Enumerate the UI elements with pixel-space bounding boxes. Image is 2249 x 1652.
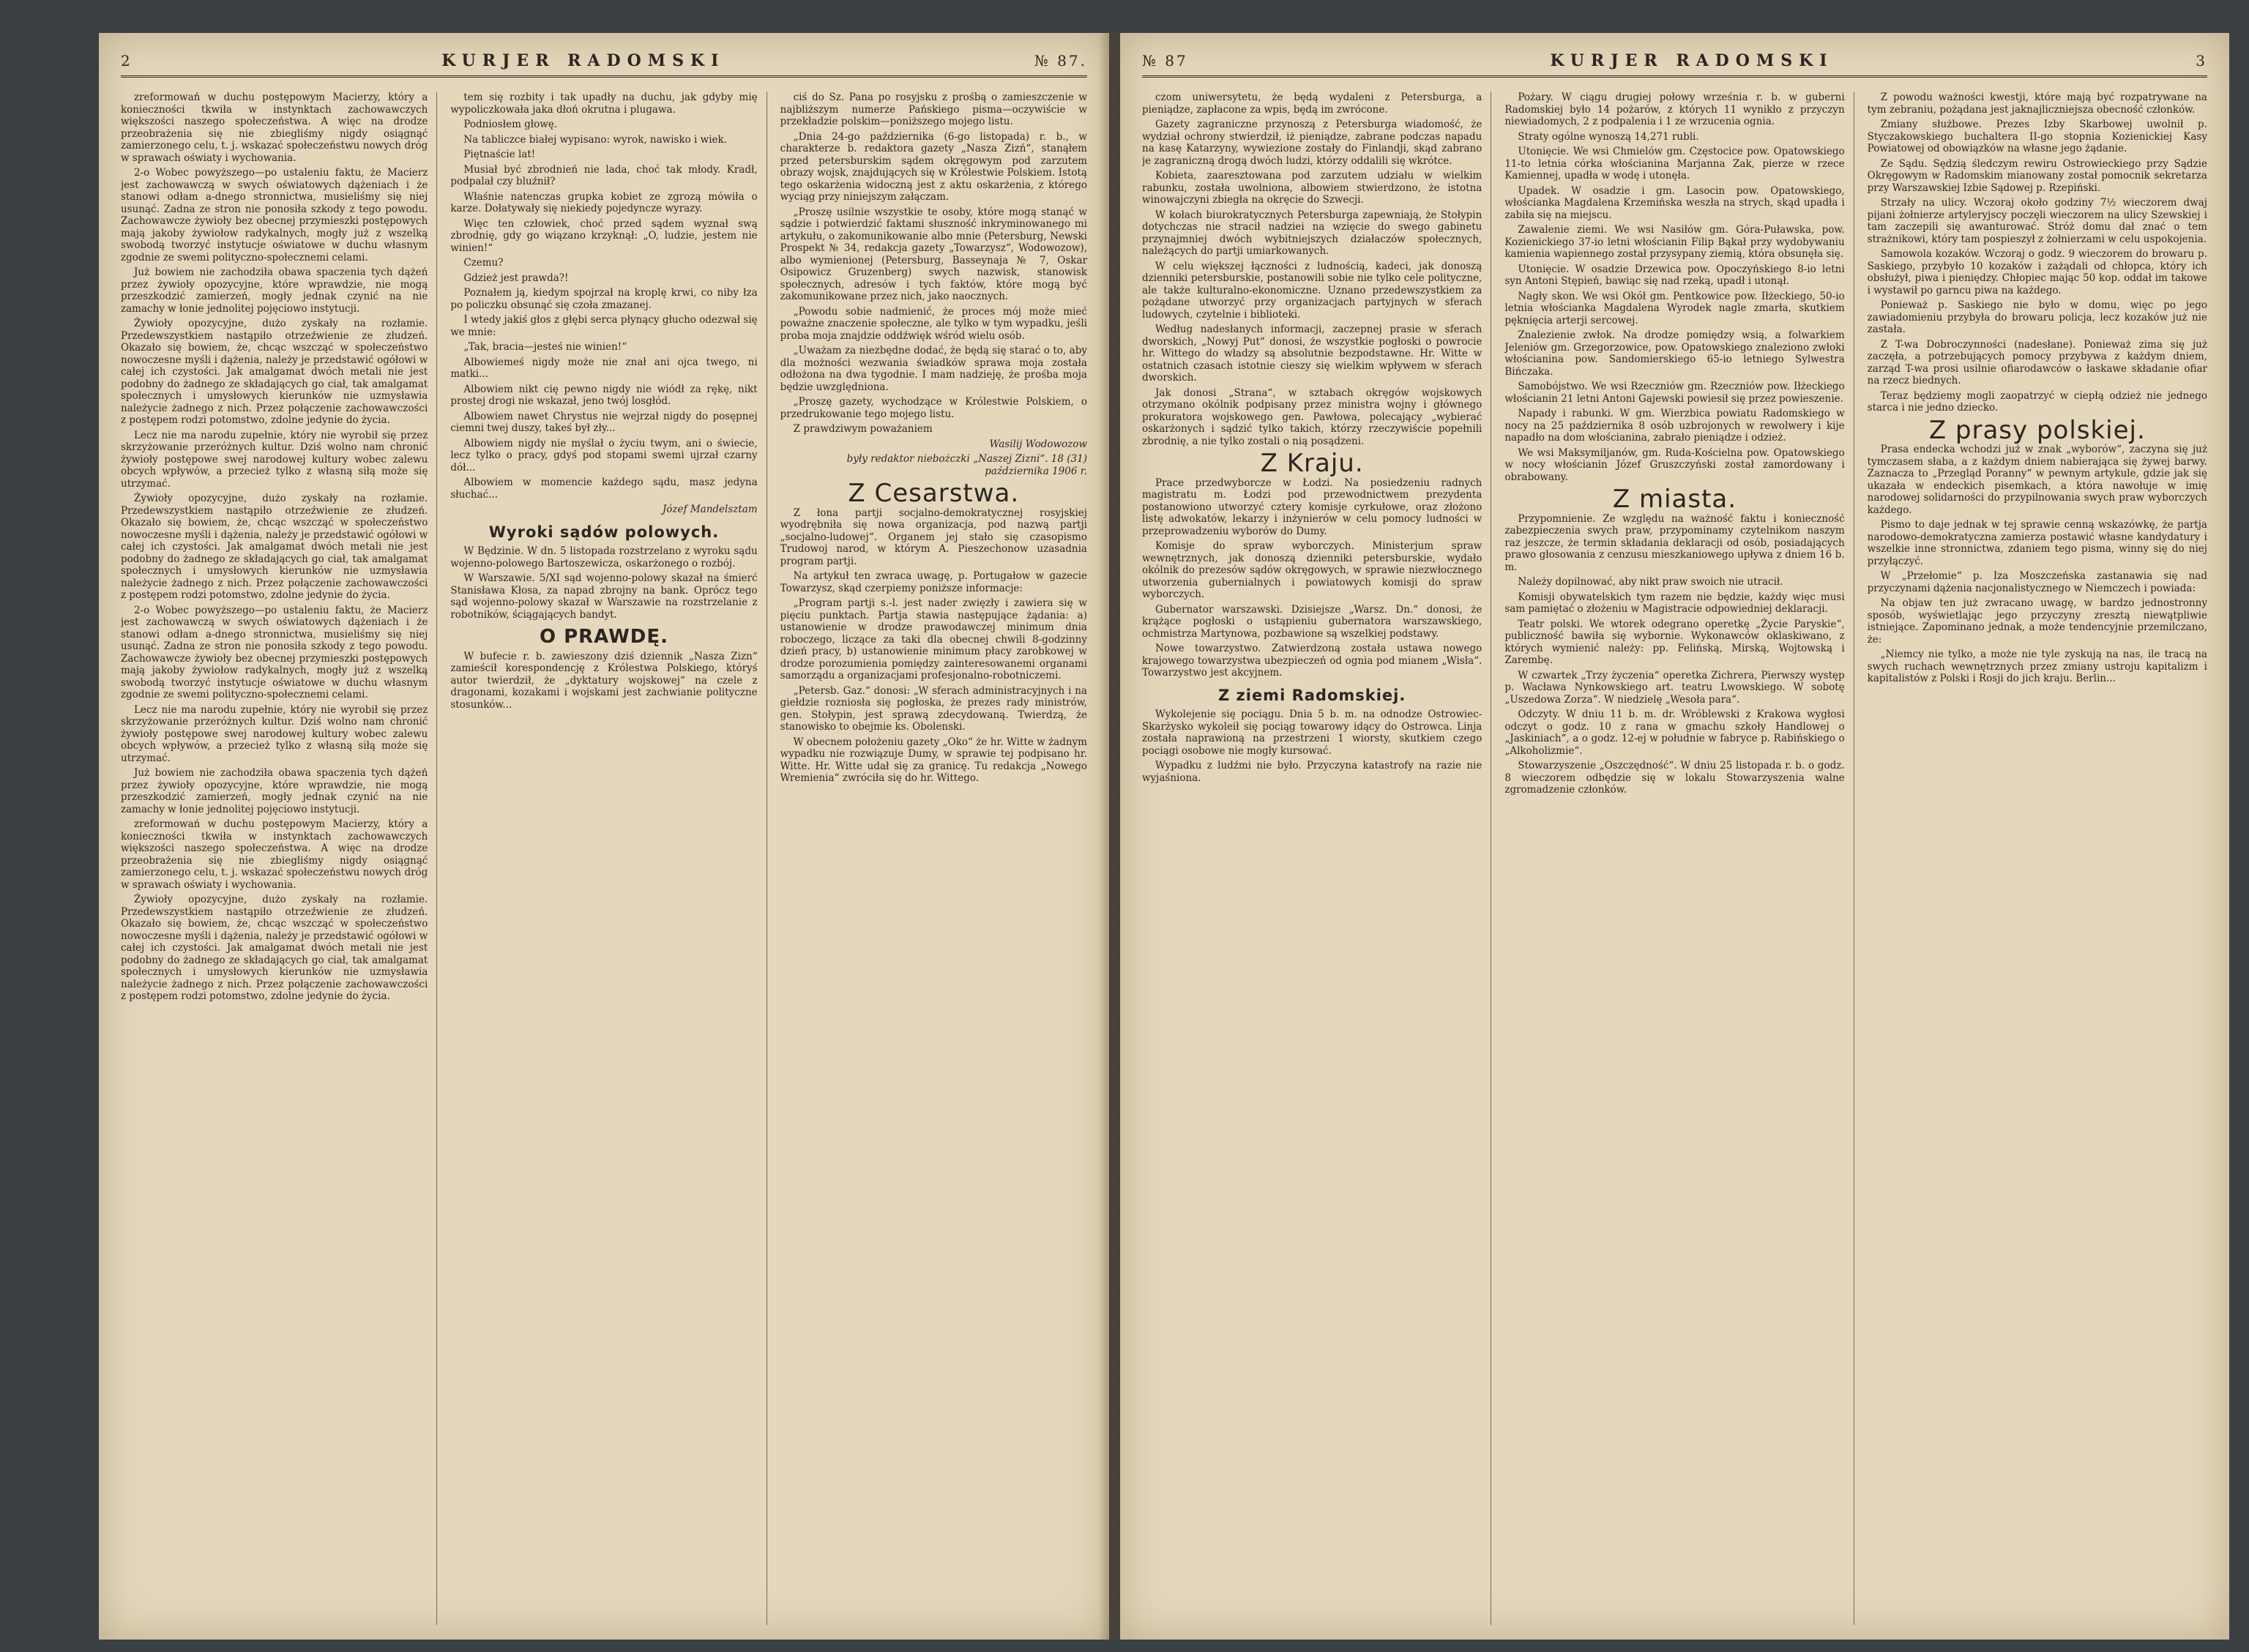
paragraph: „Proszę usilnie wszystkie te osoby, które mogą stanąć w sądzie i potwierdzić faktami słuszność inkryminowanego mi artykułu, o zakomunikowanie albo mnie (Petersburg, Newski Prospekt № 34, redakcja gazety „Towarzysz“, Wodowozow), albo wymienionej (Petersburg, Basseynaja № 7, Oskar Osipowicz Gruzenberg) swych nazwisk, stanowisk społecznych, adresów i tych faktów, które mogą być zakomunikowane przez nich, jako naocznych. bbox=[780, 206, 1087, 302]
paragraph: Na artykuł ten zwraca uwagę, p. Portugałow w gazecie Towarzysz, skąd czerpiemy poniższe informacje: bbox=[780, 570, 1087, 594]
paragraph: W Warszawie. 5/XI sąd wojenno-polowy skazał na śmierć Stanisława Kłosa, za napad zbrojny na bank. Oprócz tego sąd wojenno-polowy skazał w Warszawie na rozstrzelanie z robotników, ściągających bandyt. bbox=[450, 572, 758, 621]
paragraph: Wykolejenie się pociągu. Dnia 5 b. m. na odnodze Ostrowiec-Skarżysko wykoleił się pociąg towarowy idący do Ostrowca. Linja została naprawioną na przestrzeni 1 wiorsty, skutkiem czego pociągi osobowe nie mogły kursować. bbox=[1142, 709, 1482, 757]
paragraph: Nagły skon. We wsi Okół gm. Pentkowice pow. Iłżeckiego, 50-io letnia włościanka Magdalena Wyrodek nagle zmarła, skutkiem pęknięcia arterji sercowej. bbox=[1504, 290, 1845, 326]
paragraph: „Niemcy nie tylko, a może nie tyle zyskują na nas, ile tracą na swych ruchach wewnętrznych przez zmiany ustroju kapitalizm i kapitalistów z Polski i Rosji do jich kraju. Berlin... bbox=[1867, 649, 2207, 684]
paragraph: W Będzinie. W dn. 5 listopada rozstrzelano z wyroku sądu wojenno-polowego Bartoszewicza, oskarżonego o rozbój. bbox=[450, 545, 758, 569]
paragraph: Znalezienie zwłok. Na drodze pomiędzy wsią, a folwarkiem Jeleniów gm. Grzegorzowice, pow. Opatowskiego znaleziono zwłoki włościanina pow. Sandomierskiego 65-io letniego Sylwestra Bińczaka. bbox=[1504, 329, 1845, 378]
paragraph: Ze Sądu. Sędzią śledczym rewiru Ostrowieckiego przy Sądzie Okręgowym w Radomskim mianowany został pomocnik sekretarza przy Warszawskiej Izbie Sądowej p. Rzepiński. bbox=[1867, 157, 2207, 194]
paragraph: Prasa endecka wchodzi już w znak „wyborów“, zaczyna się już tymczasem słaba, a z każdym dniem nabierająca się żywej barwy. Zaznacza to „Przegląd Poranny“ w pewnym artykule, gdzie jak się ukazała w endeckich pisemkach, a która nawołuje w imię narodowej solidarności do przypilnowania swych praw wyborczych każdego. bbox=[1867, 444, 2207, 516]
right-issue-number: № 87 bbox=[1142, 52, 1188, 70]
paragraph: Podniosłem głowę. bbox=[463, 119, 558, 130]
signature: Wasilij Wodowozow bbox=[989, 438, 1087, 450]
paragraph: Teraz będziemy mogli zaopatrzyć w ciepłą odzież nie jednego starca i nie jedno dziecko. bbox=[1867, 389, 2207, 414]
paragraph: W bufecie r. b. zawieszony dziś dziennik „Nasza Zizn“ zamieścił korespondencję z Królestwa Polskiego, któryś autor twierdził, że „dyktatury wojskowej“ na czele z dragonami, kozakami i wojskami jest zachwianie polityczne stosunków... bbox=[450, 650, 758, 711]
headline-z-prasy-polskiej: Z prasy polskiej. bbox=[1928, 415, 2146, 445]
paragraph: W kołach biurokratycznych Petersburga zapewniają, że Stołypin dotychczas nie stracił nadziei na wzięcie do swego gabinetu przynajmniej dwóch wybitniejszych działaczów społecznych, należących do partji umiarkowanych. bbox=[1142, 209, 1482, 257]
paragraph: Albowiem nawet Chrystus nie wejrzał nigdy do posępnej ciemni twej duszy, takeś był zły... bbox=[450, 410, 758, 434]
left-column-1 bbox=[121, 91, 437, 1625]
paragraph: Samobójstwo. We wsi Rzeczniów gm. Rzeczniów pow. Iłżeckiego włościanin 21 letni Antoni Gajewski powiesił się przez powieszenie. bbox=[1504, 381, 1845, 405]
paragraph: Gdzież jest prawda?! bbox=[463, 272, 569, 284]
left-page bbox=[99, 33, 1109, 1640]
paragraph: Upadek. W osadzie i gm. Lasocin pow. Opatowskiego, włościanka Magdalena Krzemińska weszła na strych, skąd upadła i zabiła się na miejscu. bbox=[1504, 184, 1845, 221]
paragraph: Więc ten człowiek, choć przed sądem wyznał swą zbrodnię, gdy go wiązano krzyknął: „O, ludzie, jestem nie winien!“ bbox=[450, 217, 758, 254]
paragraph: Samowola kozaków. Wczoraj o godz. 9 wieczorem do browaru p. Saskiego, przybyło 10 kozaków i zażądali od chłopca, który ich obsłużył, piwa i pieniędzy. Chłopiec mając 50 kop. oddał im takowe i wystawił po garncu piwa na każdego. bbox=[1867, 248, 2207, 296]
paragraph: I wtedy jakiś głos z głębi serca płynący głucho odezwał się we mnie: bbox=[450, 314, 758, 338]
right-paper-title: KURJER RADOMSKI bbox=[1550, 51, 1834, 70]
paragraph: W „Przełomie“ p. Iza Moszczeńska zastanawia się nad przyczynami dążenia nacjonalistycznego w Niemczech i powiada: bbox=[1867, 570, 2207, 594]
paragraph: Teatr polski. We wtorek odegrano operetkę „Życie Paryskie“, publiczność bawiła się wybornie. Wykonawców oklaskiwano, z których wymienić należy: pp. Felińską, Mirską, Wojtowską i Zarembę. bbox=[1504, 618, 1845, 666]
paragraph: „Petersb. Gaz.“ donosi: „W sferach administracyjnych i na giełdzie rozniosła się pogłoska, że prezes rady ministrów, gen. Stołypin, jest sprawą zdecydowaną. Twierdzą, że stanowisko to obejmie ks. Obolenski. bbox=[780, 684, 1087, 733]
paragraph: Utonięcie. We wsi Chmielów gm. Częstocice pow. Opatowskiego 11-to letnia córka włościanina Marjanna Zak, pierze w rzece Kamiennej, upadła w wodę i utonęła. bbox=[1504, 146, 1845, 182]
paragraph: Już bowiem nie zachodziła obawa spaczenia tych dążeń przez żywioły opozycyjne, które wprawdzie, nie mogą przeszkodzić zamierzeń, mogły jednak czynić na nie zamachy w łonie jednolitej pojęciowo instytucji. bbox=[121, 767, 428, 815]
paragraph: W celu większej łączności z ludnością, kadeci, jak donoszą dzienniki petersburskie, postanowili sobie nie tylko cele polityczne, ale także kulturalno-ekonomiczne. Uznano przedewszystkiem za pożądane utworzyć przy organizacjach partyjnych w sferach ludowych, czytelnie i biblioteki. bbox=[1142, 260, 1482, 321]
paragraph: Na objaw ten już zwracano uwagę, w bardzo jednostronny sposób, wyświetlając jego przyczyny zresztą niewątpliwie istniejące. Zapominano jednak, a może tendencyjnie przemilczano, że: bbox=[1867, 597, 2207, 646]
paragraph: Nowe towarzystwo. Zatwierdzoną została ustawa nowego krajowego towarzystwa ubezpieczeń od ognia pod mianem „Wisła“. Towarzystwo jest akcyjnem. bbox=[1142, 643, 1482, 679]
paragraph: Komisje do spraw wyborczych. Ministerjum spraw wewnętrznych, jak donoszą dzienniki petersburskie, wydało okólnik do prezesów sądów okręgowych, w sprawie niezwłocznego utworzenia gubernialnych i powiatowych komisji do spraw wyborczych. bbox=[1142, 540, 1482, 600]
right-page-number: 3 bbox=[2196, 52, 2207, 70]
paragraph: Z T-wa Dobroczynności (nadesłane). Ponieważ zima się już zaczęła, a potrzebujących pomocy przybywa z każdym dniem, zarząd T-wa prosi usilnie ofiarodawców o łaskawe składanie ofiar na rzecz biednych. bbox=[1867, 338, 2207, 386]
left-paper-title: KURJER RADOMSKI bbox=[441, 51, 726, 70]
paragraph: Wypadku z ludźmi nie było. Przyczyna katastrofy na razie nie wyjaśniona. bbox=[1142, 760, 1482, 784]
paragraph: Z prawdziwym poważaniem bbox=[793, 423, 933, 435]
paragraph: Z powodu ważności kwestji, które mają być rozpatrywane na tym zebraniu, pożądana jest jaknajliczniejsza obecność członków. bbox=[1867, 91, 2207, 116]
paragraph: Albowiem nikt cię pewno nigdy nie wiódł za rękę, nikt prostej drogi nie wskazał, jeno twój losgłód. bbox=[450, 383, 758, 407]
paragraph: Należy dopilnować, aby nikt praw swoich nie utracił. bbox=[1518, 576, 1783, 588]
right-column-3 bbox=[1868, 91, 2207, 1625]
right-column-1 bbox=[1142, 91, 1491, 1625]
left-page-number: 2 bbox=[121, 52, 133, 70]
headline-z-cesarstwa: Z Cesarstwa. bbox=[848, 479, 1020, 508]
paragraph: Jak donosi „Strana“, w sztabach okręgów wojskowych otrzymano okólnik podpisany przez ministra wojny i głównego prokuratora wojskowego gen. Pawłowa, polecający „wybierać oskarżonych i sądzić tylko takich, którzy rzeczywiście popełnili zbrodnię, a nie tylko zostali o nią posądzeni. bbox=[1142, 386, 1482, 447]
paragraph: Musiał być zbrodnień nie lada, choć tak młody. Kradł, podpalał czy bluźnił? bbox=[450, 163, 758, 187]
paragraph: Gubernator warszawski. Dzisiejsze „Warsz. Dn.“ donosi, że krążące pogłoski o ustąpieniu gubernatora warszawskiego, ochmistrza Martynowa, pozbawione są wszelkiej podstawy. bbox=[1142, 603, 1482, 640]
paragraph: Pismo to daje jednak w tej sprawie cenną wskazówkę, że partja narodowo-demokratyczna zamierza postawić własne kandydatury i wszelkie inne stronnictwa, zdaniem tego pisma, winny się do niej przyłączyć. bbox=[1867, 519, 2207, 567]
right-columns bbox=[1142, 91, 2207, 1625]
paragraph: „Proszę gazety, wychodzące w Królestwie Polskiem, o przedrukowanie tego mojego listu. bbox=[780, 396, 1087, 420]
paragraph: Strzały na ulicy. Wczoraj około godziny 7½ wieczorem dwaj pijani żołnierze artyleryjscy poczęli wieczorem na ulicy Szewskiej i tam zaczepili się awanturować. Stróż domu dał znać o tem strażnikowi, który tam pospieszył z żołnierzami w celu uspokojenia. bbox=[1867, 197, 2207, 245]
paragraph: „Program partji s.-l. jest nader zwięzły i zawiera się w pięciu punktach. Partja stawia następujące żądania: a) ustanowienie w drodze prawodawczej minimum dnia roboczego, liczące za taki dla obecnej chwili 8-godzinny dzień pracy, b) ustanowienie minimum płacy zarobkowej w drodze porozumienia pomiędzy zainteresowanemi organami samorządu a organizacjami profesjonalno-robotniczemi. bbox=[780, 597, 1087, 681]
headline-z-kraju: Z Kraju. bbox=[1260, 449, 1364, 478]
paragraph: Albowiem w momencie każdego sądu, masz jedyna słuchać... bbox=[450, 476, 758, 501]
paragraph: W obecnem położeniu gazety „Oko“ że hr. Witte w żadnym wypadku nie rozwiązuje Dumy, w sprawie tej podpisano hr. Witte. Hr. Witte udał się za granicę. Tu redakcja „Nowego Wremienia“ zwróciła się do hr. Wittego. bbox=[780, 736, 1087, 784]
paragraph: „Uważam za niezbędne dodać, że będą się starać o to, aby dla możności wezwania świadków sprawa moja została odłożona na dwa tygodnie. I mam nadzieję, że prośba moja będzie uwzględniona. bbox=[780, 345, 1087, 393]
left-issue-number: № 87. bbox=[1034, 52, 1087, 70]
left-column-2 bbox=[450, 91, 767, 1625]
paragraph: czom uniwersytetu, że będą wydaleni z Petersburga, a pieniądze, zapłacone za wpis, będą im zwrócone. bbox=[1142, 91, 1482, 116]
paragraph: Straty ogólne wynoszą 14,271 rubli. bbox=[1518, 130, 1699, 143]
paragraph: Gazety zagraniczne przynoszą z Petersburga wiadomość, że wydział ochrony stwierdził, iż pieniądze, zabrane podczas napadu na kasę Katarzyny, wywiezione zostały do Finlandji, skąd zabrano je zagraniczną drogą dwóch ludzi, którzy oddalili się wkrótce. bbox=[1142, 119, 1482, 167]
paragraph: Czemu? bbox=[463, 257, 504, 269]
paragraph: Już bowiem nie zachodziła obawa spaczenia tych dążeń przez żywioły opozycyjne, które wprawdzie, nie mogą przeszkodzić zamierzeń, mogły jednak czynić na nie zamachy w łonie jednolitej pojęciowo instytucji. bbox=[121, 266, 428, 315]
paragraph: Pożary. W ciągu drugiej połowy września r. b. w guberni Radomskiej było 14 pożarów, z których 11 wynikło z przyczyn niewiadomych, 2 z podpalenia i 1 ze wrzucenia ognia. bbox=[1504, 91, 1845, 127]
right-masthead bbox=[1142, 46, 2207, 78]
paragraph: Właśnie natenczas grupka kobiet ze zgrozą mówiła o karze. Dołatywały się niekiedy pojedyncze wyrazy. bbox=[450, 190, 758, 214]
paragraph: zreformowań w duchu postępowym Macierzy, który a konieczności tkwiła w instynktach zachowawczych większości naszego społeczeństwa. A więc na drodze przeobrażenia się nie zbiegliśmy nigdy osiągnąć zamierzonego celu, t. j. wskazać społeczeństwu nowych dróg w sprawach oświaty i wychowania. bbox=[121, 91, 428, 164]
paragraph: Albowiemeś nigdy może nie znał ani ojca twego, ni matki... bbox=[450, 356, 758, 380]
paragraph: Lecz nie ma narodu zupełnie, który nie wyrobił się przez skrzyżowanie przeróżnych kultur. Dziś wolno nam chronić żywioły postępowe swej narodowej kultury wobec zalewu obcych wpływów, a przecież tylko z własną siłą może się utrzymać. bbox=[121, 703, 428, 764]
paragraph: Napady i rabunki. W gm. Wierzbica powiatu Radomskiego w nocy na 25 października 8 osób uzbrojonych w rewolwery i kije napadło na dom włościanina, zabrało pieniądze i odzież. bbox=[1504, 408, 1845, 444]
left-columns bbox=[121, 91, 1087, 1625]
paragraph: Utonięcie. W osadzie Drzewica pow. Opoczyńskiego 8-io letni syn Antoni Stępień, bawiąc się nad rzeką, upadł i utonął. bbox=[1504, 263, 1845, 287]
left-masthead bbox=[121, 46, 1087, 78]
paragraph: 2-o Wobec powyższego—po ustaleniu faktu, że Macierz jest zachowawczą w swych oświatowych dążeniach i że stanowi odłam a-dnego stronnictwa, musieliśmy się niej usunąć. Zadna ze stron nie ponosiła szkody z tego powodu. Zachowawcze żywioły bez obecnej przymieszki postępowych mają jakoby żywiołow radykalnych, mogły już z wszelką swobodą tworzyć instytucje oświatowe w duchu własnym zgodnie ze swemi polityczno-społecznemi celami. bbox=[121, 604, 428, 700]
paragraph: „Dnia 24-go października (6-go listopada) r. b., w charakterze b. redaktora gazety „Nasza Zizń“, stanąłem przed petersburskim sądem okręgowym pod zarzutem obrazy wojsk, znajdujących się w Królestwie Polskiem. Istotą tego oskarżenia widoczną jest z aktu oskarżenia, z którego wyciąg przy niniejszym załączam. bbox=[780, 130, 1087, 203]
signature-note: były redaktor niebożczki „Naszej Zizni“. 18 (31) października 1906 r. bbox=[846, 453, 1087, 477]
paragraph: 2-o Wobec powyższego—po ustaleniu faktu, że Macierz jest zachowawczą w swych oświatowych dążeniach i że stanowi odłam a-dnego stronnictwa, musieliśmy się niej usunąć. Zadna ze stron nie ponosiła szkody z tego powodu. Zachowawcze żywioły bez obecnej przymieszki postępowych mają jakoby żywiołow radykalnych, mogły już z wszelką swobodą tworzyć instytucje oświatowe w duchu własnym zgodnie ze swemi polityczno-społecznemi celami. bbox=[121, 167, 428, 264]
paragraph: Żywioły opozycyjne, dużo zyskały na rozłamie. Przedewszystkiem nastąpiło otrzeźwienie ze złudzeń. Okazało się bowiem, że, chcąc wszcząć w społeczeństwo nowoczesne myśli i dążenia, należy je przedstawić ogółowi w całej ich czystości. Jak amalgamat dwóch metali nie jest podobny do żadnego ze składających go ciał, tak amalgamat społecznych i umysłowych kierunków nie uzmysławia należycie żadnego z nich. Przez połączenie zachowawczości z postępem rodzi potomstwo, zdolne jedynie do życia. bbox=[121, 894, 428, 1002]
right-column-2 bbox=[1504, 91, 1854, 1625]
signature: Józef Mandelsztam bbox=[662, 504, 758, 515]
paragraph: Odczyty. W dniu 11 b. m. dr. Wróblewski z Krakowa wygłosi odczyt o godz. 10 z rana w gmachu szkoły Handlowej o „Jaskiniach“, a o godz. 12-ej w południe w fabryce p. Rabińskiego o „Alkoholizmie“. bbox=[1504, 709, 1845, 757]
paragraph: ciś do Sz. Pana po rosyjsku z prośbą o zamieszczenie w najbliższym numerze Pańskiego pisma—oczywiście w przekładzie polskim—poniższego mojego listu. bbox=[780, 91, 1087, 127]
paragraph: Kobieta, zaaresztowana pod zarzutem udziału w wielkim rabunku, została uwolniona, albowiem stwierdzono, że istotna winowajczyni zbiegła na okręcie do Szwecji. bbox=[1142, 170, 1482, 206]
paragraph: W czwartek „Trzy życzenia“ operetka Zichrera, Pierwszy występ p. Wacława Nynkowskiego art. teatru Lwowskiego. W sobotę „Uszedowa Zorza“. W niedzielę „Wesoła para“. bbox=[1504, 669, 1845, 706]
left-column-3 bbox=[780, 91, 1087, 1625]
paragraph: Żywioły opozycyjne, dużo zyskały na rozłamie. Przedewszystkiem nastąpiło otrzeźwienie ze złudzeń. Okazało się bowiem, że, chcąc wszcząć w społeczeństwo nowoczesne myśli i dążenia, należy je przedstawić ogółowi w całej ich czystości. Jak amalgamat dwóch metali nie jest podobny do żadnego ze składających go ciał, tak amalgamat społecznych i umysłowych kierunków nie uzmysławia należycie żadnego z nich. Przez połączenie zachowawczości z postępem rodzi potomstwo, zdolne jedynie do życia. bbox=[121, 318, 428, 426]
headline-z-miasta: Z miasta. bbox=[1612, 485, 1737, 514]
paragraph: Piętnaście lat! bbox=[463, 149, 536, 160]
paragraph: Albowiem nigdy nie myślał o życiu twym, ani o świecie, lecz tylko o pracy, gdyś pod stopami swemi ujrzał czarny dół... bbox=[450, 437, 758, 474]
paragraph: Ponieważ p. Saskiego nie było w domu, więc po jego zawiadomieniu przybyła do browaru policja, lecz kozaków już nie zastała. bbox=[1867, 299, 2207, 335]
paragraph: zreformowań w duchu postępowym Macierzy, który a konieczności tkwiła w instynktach zachowawczych większości naszego społeczeństwa. A więc na drodze przeobrażenia się nie zbiegliśmy nigdy osiągnąć zamierzonego celu, t. j. wskazać społeczeństwu nowych dróg w sprawach oświaty i wychowania. bbox=[121, 818, 428, 891]
paragraph: Lecz nie ma narodu zupełnie, który nie wyrobił się przez skrzyżowanie przeróżnych kultur. Dziś wolno nam chronić żywioły postępowe swej narodowej kultury wobec zalewu obcych wpływów, a przecież tylko z własną siłą może się utrzymać. bbox=[121, 429, 428, 490]
paragraph: Poznałem ją, kiedym spojrzał na kroplę krwi, co niby łza po policzku obsunąć się czoła zmazanej. bbox=[450, 287, 758, 311]
paragraph: Żywioły opozycyjne, dużo zyskały na rozłamie. Przedewszystkiem nastąpiło otrzeźwienie ze złudzeń. Okazało się bowiem, że, chcąc wszcząć w społeczeństwo nowoczesne myśli i dążenia, należy je przedstawić ogółowi w całej ich czystości. Jak amalgamat dwóch metali nie jest podobny do żadnego ze składających go ciał, tak amalgamat społecznych i umysłowych kierunków nie uzmysławia należycie żadnego z nich. Przez połączenie zachowawczości z postępem rodzi potomstwo, zdolne jedynie do życia. bbox=[121, 493, 428, 601]
paragraph: Stowarzyszenie „Oszczędność“. W dniu 25 listopada r. b. o godz. 8 wieczorem odbędzie się w lokalu Stowarzyszenia walne zgromadzenie członków. bbox=[1504, 760, 1845, 796]
paragraph: „Powodu sobie nadmienić, że proces mój może mieć poważne znaczenie społeczne, ale tylko w tym wypadku, jeśli proba moja znajdzie oddźwięk wśród wielu osób. bbox=[780, 305, 1087, 342]
paragraph: Przypomnienie. Ze względu na ważność faktu i konieczność zabezpieczenia swych praw, przypominamy czytelnikom naszym raz jeszcze, że termin składania deklaracji od osób, posiadających prawo głosowania z cenzusu mieszkaniowego upływa z dniem 16 b. m. bbox=[1504, 512, 1845, 573]
headline-wyroki: Wyroki sądów polowych. bbox=[488, 523, 720, 541]
paragraph: Na tabliczce białej wypisano: wyrok, nawisko i wiek. bbox=[463, 133, 727, 146]
paragraph: We wsi Maksymiljanów, gm. Ruda-Kościelna pow. Opatowskiego w nocy włościanin Józef Gruszczyński został zamordowany i obrabowany. bbox=[1504, 446, 1845, 483]
headline-z-ziemi-radomskiej: Z ziemi Radomskiej. bbox=[1217, 686, 1406, 704]
paragraph: Komisji obywatelskich tym razem nie będzie, każdy więc musi sam pamiętać o złożeniu w Magistracie odpowiedniej deklaracji. bbox=[1504, 591, 1845, 615]
right-page bbox=[1120, 33, 2229, 1640]
paragraph: tem się rozbity i tak upadły na duchu, jak gdyby mię wypoliczkowała jaka dłoń okrutna i plugawa. bbox=[450, 91, 758, 116]
headline-o-prawde: O PRAWDĘ. bbox=[539, 626, 669, 648]
paragraph: Z łona partji socjalno-demokratycznej rosyjskiej wyodrębniła się nowa organizacja, pod nazwą partji „socjalno-ludowej“. Organem jej stało się czasopismo Trudowoj narod, w którym A. Pieszechonow uzasadnia program partji. bbox=[780, 507, 1087, 567]
paragraph: „Tak, bracia—jesteś nie winien!“ bbox=[463, 341, 627, 353]
paragraph: Prace przedwyborcze w Łodzi. Na posiedzeniu radnych magistratu m. Łodzi pod przewodnictwem prezydenta postanowiono utworzyć cztery komisje cyrkułowe, oraz złożono listę adwokatów, lekarzy i inżynierów w celu pomocy ludności w przeprowadzeniu wyborów do Dumy. bbox=[1142, 476, 1482, 537]
paragraph: Według nadesłanych informacji, zaczepnej prasie w sferach dworskich, „Nowyj Put“ donosi, że wszystkie pogłoski o powrocie hr. Wittego do władzy są absolutnie bezpodstawne. Hr. Witte w ostatnich czasach istotnie cieszy się wielkim wpływem w sferach dworskich. bbox=[1142, 324, 1482, 384]
paragraph: Zawalenie ziemi. We wsi Nasiłów gm. Góra-Puławska, pow. Kozienickiego 37-io letni włościanin Filip Bąkał przy wydobywaniu kamienia wapiennego został przysypany ziemią, która obsunęła się. bbox=[1504, 224, 1845, 260]
paragraph: Zmiany służbowe. Prezes Izby Skarbowej uwolnił p. Styczakowskiego buchaltera II-go stopnia Kozienickiej Kasy Powiatowej od obowiązków na własne jego żądanie. bbox=[1867, 119, 2207, 154]
